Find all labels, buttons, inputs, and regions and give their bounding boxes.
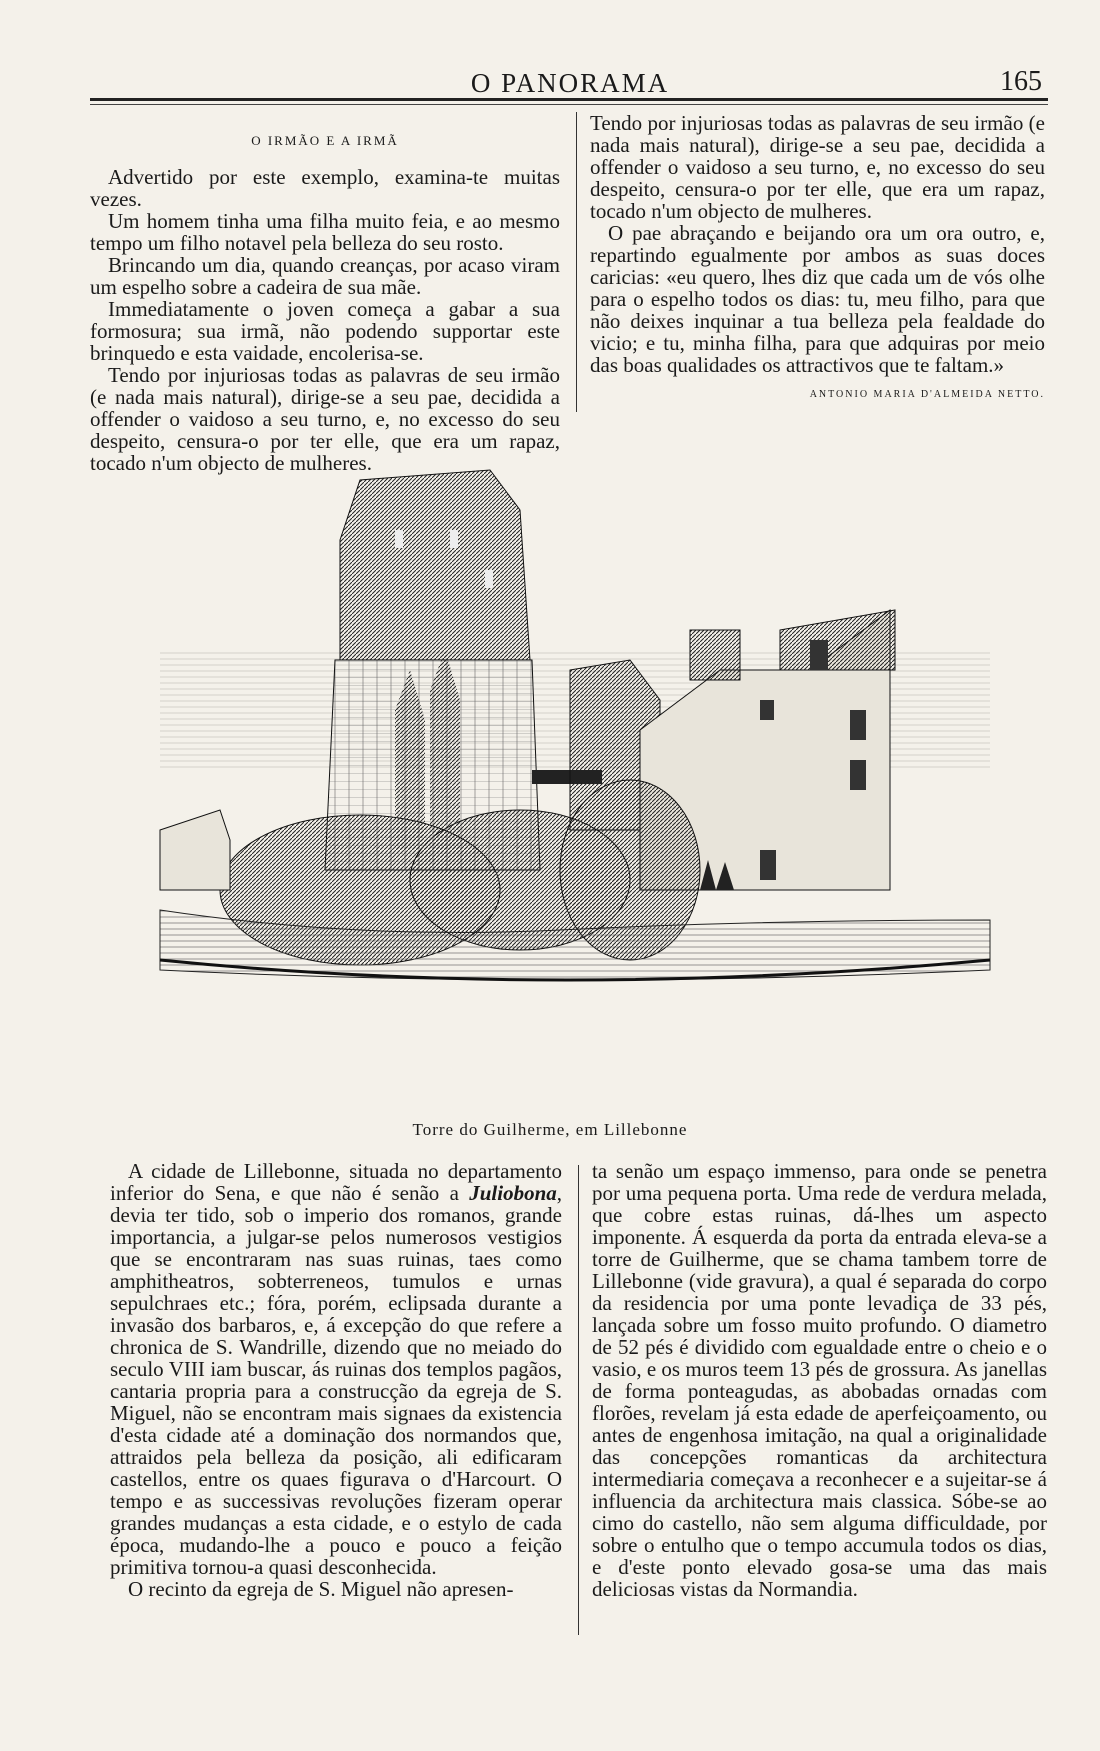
- column-divider: [578, 1165, 579, 1635]
- engraving-caption: Torre do Guilherme, em Lillebonne: [412, 1120, 688, 1139]
- article-paragraph: O recinto da egreja de S. Miguel não apresen-: [128, 1577, 514, 1601]
- story-paragraph: Immediatamente o joven começa a gabar a sua formosura; sua irmã, não podendo supportar este brinquedo e esta vaidade, encolerisa-se.: [90, 297, 560, 365]
- signature: ANTONIO MARIA D'ALMEIDA NETTO.: [809, 389, 1045, 400]
- masthead: O PANORAMA: [470, 68, 670, 98]
- story-paragraph: O pae abraçando e beijando ora um ora outro, e, repartindo egualmente por ambos as suas doces caricias: «eu quero, lhes diz que cada um de vós olhe para o espelho todos os dias: tu, meu filho, para que não deixes inquinar a tua belleza pela fealdade do vicio; e tu, minha filha, para que adquiras por meio das boas qualidades os attractivos que te faltam.»: [590, 221, 1045, 377]
- article-text: A cidade de Lillebonne, situada no departamento inferior do Sena, e que não é senão a: [110, 1159, 562, 1205]
- story-paragraph: Tendo por injuriosas todas as palavras de seu irmão (e nada mais natural), dirige-se a seu pae, decidida a offender o vaidoso a seu turno, e, no excesso do seu despeito, censura-o por ter elle, que era um rapaz, tocado n'um objecto de mulheres.: [590, 111, 1045, 223]
- header-rule: [90, 98, 1048, 101]
- article-right-column: [592, 1160, 1047, 1600]
- column-divider: [576, 112, 577, 412]
- juliobona-term: Juliobona: [469, 1181, 557, 1205]
- story-paragraph: Brincando um dia, quando creanças, por acaso viram um espelho sobre a cadeira de sua mãe.: [90, 253, 560, 299]
- story-left-column: [90, 108, 560, 475]
- story-paragraph: Advertido por este exemplo, examina-te muitas vezes.: [90, 165, 560, 211]
- story-paragraph: Um homem tinha uma filha muito feia, e ao mesmo tempo um filho notavel pela belleza do seu rosto.: [90, 209, 560, 255]
- story-paragraph-continued: Tendo por injuriosas todas as palavras de seu irmão (e nada mais natural), dirige-se a seu pae, decidida a offender o vaidoso a seu turno, e, no excesso do seu despeito, censura-o por ter elle, que era um rapaz, tocado n'um objecto de mulheres.: [90, 363, 560, 475]
- article-left-column: [110, 1160, 562, 1600]
- running-head: [90, 60, 1050, 96]
- torre-guilherme-engraving: [160, 470, 990, 1100]
- small-house: [160, 810, 230, 890]
- story-title: O IRMÃO E A IRMÃ: [251, 133, 399, 148]
- article-text: , devia ter tido, sob o imperio dos romanos, grande importancia, a julgar-se pelos numerosos vestigios que se encontraram nas suas ruinas, taes como amphitheatros, sobterreneos, tumulos e urnas sepulchraes etc.; fóra, porém, eclipsada durante a invasão dos barbaros, e, á excepção do que refere a chronica de S. Wandrille, dizendo que no meiado do seculo VIII iam buscar, ás ruinas dos templos pagãos, cantaria propria para a construcção da egreja de S. Miguel, não se encontram mais signaes da existencia d'esta cidade até a dominação dos normandos que, attraidos pela belleza da posição, ali edificaram castellos, entre os quaes figurava o d'Harcourt. O tempo e as successivas revoluções fizeram operar grandes mudanças a esta cidade, e o estylo de cada época, mudando-lhe a pouco e pouco a feição primitiva tornou-a quasi desconhecida.: [110, 1181, 562, 1579]
- article-paragraph: [110, 1160, 562, 1578]
- header-rule-thin: [90, 104, 1048, 105]
- page-number: 165: [1000, 66, 1042, 97]
- story-right-column: [590, 112, 1045, 406]
- article-paragraph: ta senão um espaço immenso, para onde se penetra por uma pequena porta. Uma rede de verdura melada, que cobre estas ruinas, dá-lhes um aspecto imponente. Á esquerda da porta da entrada eleva-se a torre de Guilherme, que se chama tambem torre de Lillebonne (vide gravura), a qual é separada do corpo da residencia por uma ponte levadiça de 33 pés, lançada sobre um fosso muito profundo. O diametro de 52 pés é dividido com egualdade entre o cheio e o vasio, e os muros teem 13 pés de grossura. As janellas de forma ponteagudas, as abobadas ornadas com florões, revelam já esta edade de aperfeiçoamento, ou antes de engenhosa imitação, na qual a originalidade das concepções romanticas da architectura intermediaria começava a reconhecer e a sujeitar-se á influencia da architectura mais classica. Sóbe-se ao cimo do castello, não sem alguma difficuldade, por sobre o entulho que o tempo accumula todos os dias, e d'este ponto elevado gosa-se uma das mais deliciosas vistas da Normandia.: [592, 1159, 1047, 1601]
